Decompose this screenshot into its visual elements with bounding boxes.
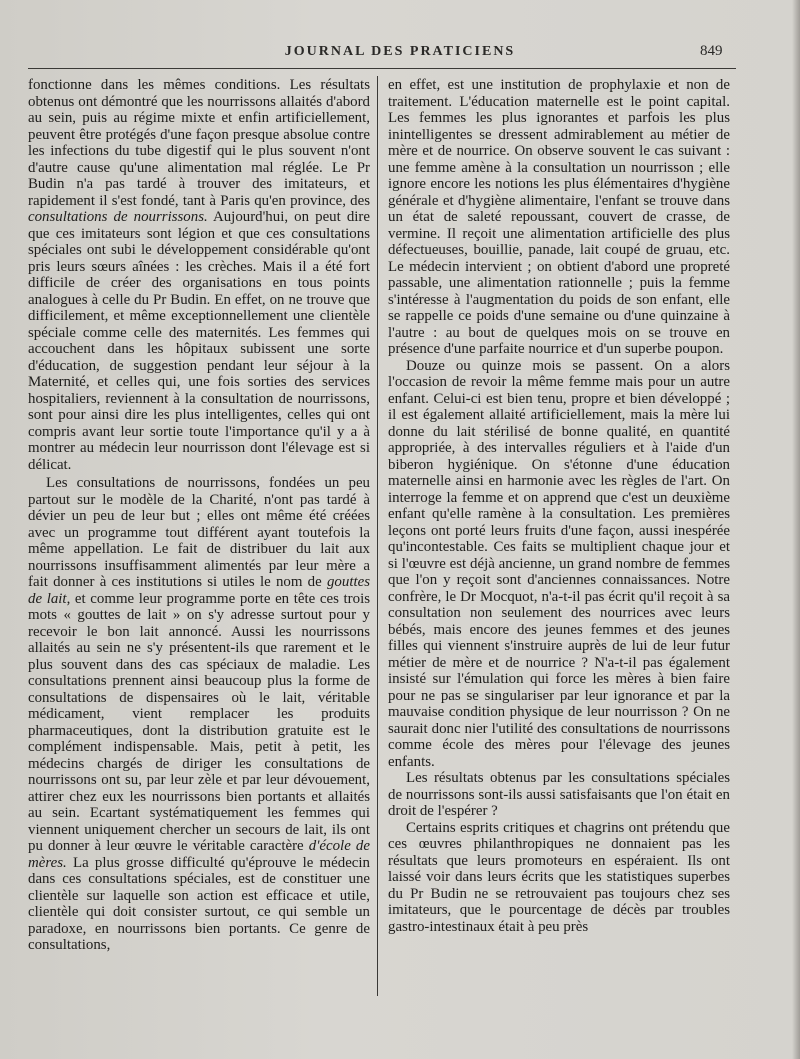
italic-phrase: gouttes de lait	[28, 574, 370, 607]
paragraph-text: , et comme leur programme porte en tête ces trois mots « gouttes de lait » on s'y adresse surtout pour y recevoir le bon lait annoncé. Aussi les nourrissons allaités au sein ne s'y présentent-ils que rarement et le plus souvent dans des cas spéciaux de maladie. Les consultations prennent ainsi beaucoup plus la forme de consultations de dispensaires où le lait, véritable médicament, vient remplacer les produits pharmaceutiques, dont la distribution gratuite est le complément indispensable. Mais, petit à petit, les médecins chargés de diriger les consultations de nourrissons ont su, par leur zèle et par leur dévouement, attirer chez eux les nourrissons bien portants et allaités au sein. Ecartant systématiquement les femmes qui viennent uniquement chercher un secours de lait, ils ont pu donner à leur œuvre le véritable caractère	[28, 590, 371, 854]
right-column	[388, 77, 730, 935]
paragraph: Les résultats obtenus par les consultations spéciales de nourrissons sont-ils aussi satisfaisants que l'on était en droit de l'espérer ?	[388, 770, 730, 819]
italic-phrase: d'école de mères.	[28, 838, 370, 871]
paragraph: Certains esprits critiques et chagrins ont prétendu que ces œuvres philanthropiques ne donnaient pas les résultats que leurs promoteurs en espéraient. Ils ont laissé voir dans leurs écrits que les statistiques superbes du Pr Budin ne se retrouvaient pas toujours chez ses imitateurs, que le pourcentage de décès par troubles gastro-intestinaux était à peu près	[388, 819, 730, 935]
paragraph: en effet, est une institution de prophylaxie et non de traitement. L'éducation maternelle est le point capital. Les femmes les plus ignorantes et parfois les plus inintelligentes se dressent admirablement au métier de mère et de nourrice. On observe souvent le cas suivant : une femme amène à la consultation un nourrisson ; elle ignore encore les notions les plus élémentaires d'hygiène générale et d'hygiène alimentaire, l'enfant se trouve dans un état de saleté repoussant, couvert de crasse, de vermine. Il reçoit une alimentation artificielle des plus défectueuses, bouillie, panade, lait coupé de gruau, etc. Le médecin intervient ; on obtient d'abord une propreté passable, une alimentation rationnelle ; puis la femme s'intéresse à l'augmentation du poids de son enfant, elle se rappelle ce poids d'une semaine ou d'une quinzaine à l'autre : au bout de quelques mois on se trouve en présence d'une parfaite nourrice et d'un superbe poupon.	[388, 77, 730, 357]
running-header-title: JOURNAL DES PRATICIENS	[284, 44, 516, 59]
paragraph-text: La plus grosse difficulté qu'éprouve le médecin dans ces consultations spéciales, est de constituer une clientèle sur laquelle son action est efficace et utile, clientèle qui doit consister surtout, ce qui semble un paradoxe, en nourrissons bien portants. Ce genre de consultations,	[28, 854, 370, 953]
page-edge-shadow	[792, 0, 800, 1059]
left-column	[28, 77, 370, 954]
paragraph	[28, 475, 370, 954]
page-number: 849	[700, 43, 723, 59]
header-rule	[28, 68, 736, 69]
paragraph-text: Les consultations de nourrissons, fondées un peu partout sur le modèle de la Charité, n'ont pas tardé à dévier un peu de leur but ; elles ont même été créées avec un programme tout différent ayant toutefois la même appellation. Le fait de distribuer du lait aux nourrissons insuffisamment alimentés par leur mère a fait donner à ces institutions si utiles le nom de	[28, 475, 370, 590]
paragraph	[28, 77, 370, 473]
paragraph-text: Aujourd'hui, on peut dire que ces imitateurs sont légion et que ces consultations spéciales ont subi le développement considérable qu'ont pris leurs sœurs aînées : les crèches. Mais il a été fort difficile de créer des organisations en tous points analogues à celle du Pr Budin. En effet, on ne trouve que difficilement, et même exceptionnellement une clientèle spéciale comme celle des maternités. Les femmes qui accouchent dans les hôpitaux subissent une sorte d'éducation, de suggestion pendant leur séjour à la Maternité, et celles qui, une fois sorties des services hospitaliers, reviennent à la consultation de nourrissons, sont pour ainsi dire les plus intelligentes, celles qui ont compris avant leur sortie toute l'importance qu'il y a à montrer au médecin leur nourrisson dont l'élevage est si délicat.	[28, 209, 370, 473]
column-divider	[377, 76, 378, 996]
paragraph: Douze ou quinze mois se passent. On a alors l'occasion de revoir la même femme mais pour un autre enfant. Celui-ci est bien tenu, propre et bien développé ; il est également allaité artificiellement, mais la mère lui donne du lait stérilisé de bonne qualité, en quantité appropriée, à des intervalles réguliers et à l'aide d'un biberon hygiénique. On s'étonne d'une éducation maternelle ainsi en harmonie avec les règles de l'art. On interroge la femme et on apprend que c'est un deuxième enfant qu'elle ramène à la consultation. Les premières leçons ont porté leurs fruits d'une façon, aussi inespérée qu'incontestable. Ces faits se multiplient chaque jour et si l'œuvre est déjà ancienne, un grand nombre de femmes que l'on y reçoit sont d'anciennes connaissances. Notre confrère, le Dr Mocquot, n'a-t-il pas écrit qu'il reçoit à sa consultation non seulement des nourrices avec leurs bébés, mais encore des jeunes femmes et des jeunes filles qui viennent s'instruire auprès de lui de leur futur métier de mère et de nourrice ? N'a-t-il pas également insisté sur l'émulation qui force les mères à bien faire pour ne pas se singulariser par leur ignorance et par la mauvaise condition physique de leur nourrisson ? On ne saurait donc nier l'utilité des consultations de nourrissons comme école des mères pour l'élevage des jeunes enfants.	[388, 357, 730, 770]
paragraph-text: fonctionne dans les mêmes conditions. Les résultats obtenus ont démontré que les nourrissons allaités d'abord au sein, puis au régime mixte et enfin artificiellement, peuvent être protégés d'une façon presque absolue contre les infections du tube digestif qui le plus souvent n'ont d'autre cause qu'une alimentation mal réglée. Le Pr Budin n'a pas tardé à trouver des imitateurs, et rapidement il s'est fondé, tant à Paris qu'en province, des	[28, 77, 370, 209]
italic-phrase: consultations de nourrissons.	[28, 209, 208, 225]
